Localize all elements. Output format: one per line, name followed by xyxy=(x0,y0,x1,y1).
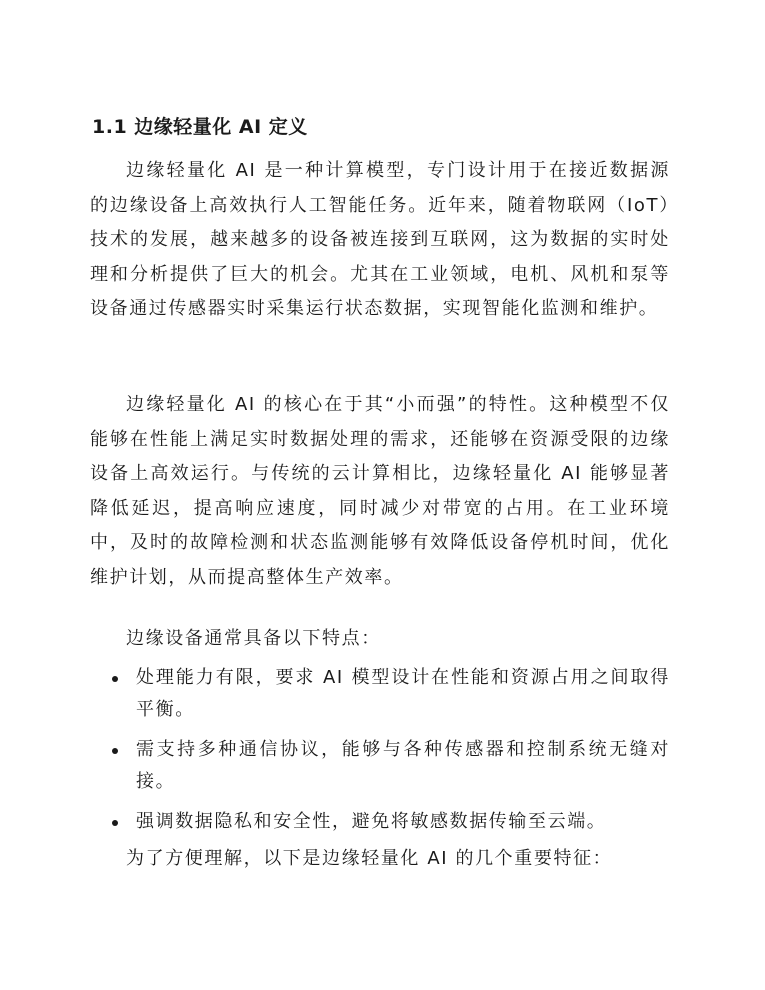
bullet-icon xyxy=(112,748,118,754)
paragraph-closing: 为了方便理解，以下是边缘轻量化 AI 的几个重要特征： xyxy=(126,848,613,869)
paragraph-edge-device-intro: 边缘设备通常具备以下特点： xyxy=(126,628,381,649)
paragraph-definition: 边缘轻量化 AI 是一种计算模型，专门设计用于在接近数据源的边缘设备上高效执行人工智能任务。近年来，随着物联网（IoT）技术的发展，越来越多的设备被连接到互联网，这为数据的实时处理和分析提供了巨大的机会。尤其在工业领域，电机、风机和泵等设备通过传感器实时采集运行状态数据，实现智能化监测和维护。 xyxy=(90,160,670,319)
list-item xyxy=(110,662,670,726)
list-item xyxy=(110,734,670,798)
list-item xyxy=(110,806,670,838)
paragraph-core-features: 边缘轻量化 AI 的核心在于其“小而强”的特性。这种模型不仅能够在性能上满足实时数据处理的需求，还能够在资源受限的边缘设备上高效运行。与传统的云计算相比，边缘轻量化 AI 能够显著降低延迟，提高响应速度，同时减少对带宽的占用。在工业环境中，及时的故障检测和状态监测能够有效降低设备停机时间，优化维护计划，从而提高整体生产效率。 xyxy=(90,394,670,588)
bullet-icon xyxy=(112,676,118,682)
bullet-icon xyxy=(112,820,118,826)
list-item-text: 需支持多种通信协议，能够与各种传感器和控制系统无缝对接。 xyxy=(136,739,670,792)
list-item-text: 处理能力有限，要求 AI 模型设计在性能和资源占用之间取得平衡。 xyxy=(136,667,670,720)
edge-device-feature-list xyxy=(110,662,670,846)
list-item-text: 强调数据隐私和安全性，避免将敏感数据传输至云端。 xyxy=(136,811,607,832)
section-heading: 1.1 边缘轻量化 AI 定义 xyxy=(92,116,308,138)
